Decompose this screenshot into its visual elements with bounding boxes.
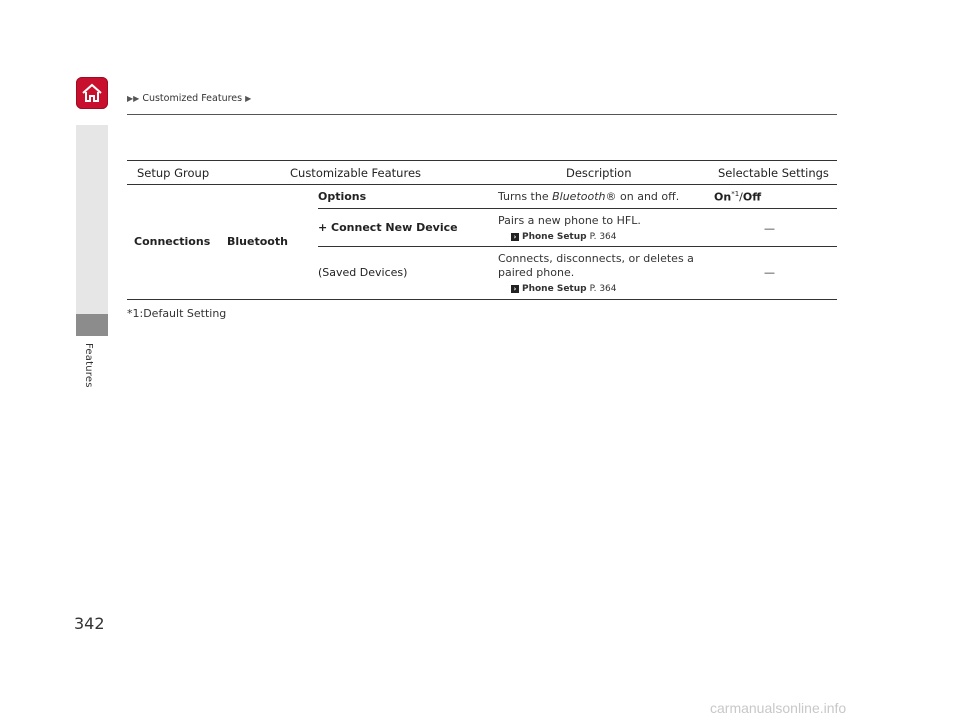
feature-connect-new-device: + Connect New Device: [318, 221, 458, 234]
table-top-rule: [127, 160, 837, 161]
side-tab-marker: [76, 314, 108, 336]
header-description: Description: [566, 166, 632, 180]
side-tab-background: [76, 125, 108, 335]
header-divider: [127, 114, 837, 115]
description-italic: Bluetooth: [552, 190, 606, 203]
breadcrumb-link-customized-features[interactable]: Customized Features: [142, 93, 243, 104]
watermark: carmanualsonline.info: [710, 700, 847, 716]
breadcrumb-arrow-icon: ▶▶: [127, 94, 140, 103]
row-divider: [318, 246, 837, 247]
feature-saved-devices: (Saved Devices): [318, 266, 408, 279]
description-text: ® on and off.: [605, 190, 680, 203]
header-selectable-settings: Selectable Settings: [718, 166, 829, 180]
description-options: [498, 190, 679, 204]
description-connect-new-device: [498, 214, 641, 244]
setting-none: —: [764, 266, 775, 279]
breadcrumb-arrow-icon: ▶: [245, 94, 252, 103]
setting-on-off: [714, 190, 761, 204]
feature-options: Options: [318, 190, 367, 203]
home-button[interactable]: [76, 77, 108, 109]
reference-page: P. 364: [589, 284, 617, 294]
table-bottom-rule: [127, 299, 837, 300]
sub-group-bluetooth: Bluetooth: [227, 235, 288, 248]
reference-arrow-icon: ›: [511, 233, 519, 241]
description-text: Turns the: [498, 190, 553, 203]
table-header-rule: [127, 184, 837, 185]
setting-off: Off: [742, 190, 762, 204]
description-text: Connects, disconnects, or deletes a: [498, 252, 694, 265]
header-customizable-features: Customizable Features: [290, 166, 422, 180]
description-text: Pairs a new phone to HFL.: [498, 214, 641, 227]
page-number: 342: [74, 614, 105, 633]
reference-page: P. 364: [589, 232, 617, 242]
footnote: *1:Default Setting: [127, 307, 227, 320]
reference-label: Phone Setup: [522, 284, 587, 294]
description-saved-devices: [498, 252, 694, 296]
cross-reference[interactable]: [511, 230, 641, 244]
setting-separator: /: [739, 190, 743, 204]
setup-group-connections: Connections: [134, 235, 211, 248]
cross-reference[interactable]: [511, 282, 694, 296]
home-icon: [80, 81, 104, 105]
description-text: paired phone.: [498, 266, 575, 279]
header-setup-group: Setup Group: [137, 166, 210, 180]
row-divider: [318, 208, 837, 209]
setting-none: —: [764, 222, 775, 235]
reference-label: Phone Setup: [522, 232, 587, 242]
reference-arrow-icon: ›: [511, 285, 519, 293]
breadcrumb: [127, 93, 251, 104]
side-tab-label[interactable]: Features: [83, 343, 94, 388]
setting-on: On: [714, 190, 732, 204]
default-marker: *1: [731, 190, 740, 198]
